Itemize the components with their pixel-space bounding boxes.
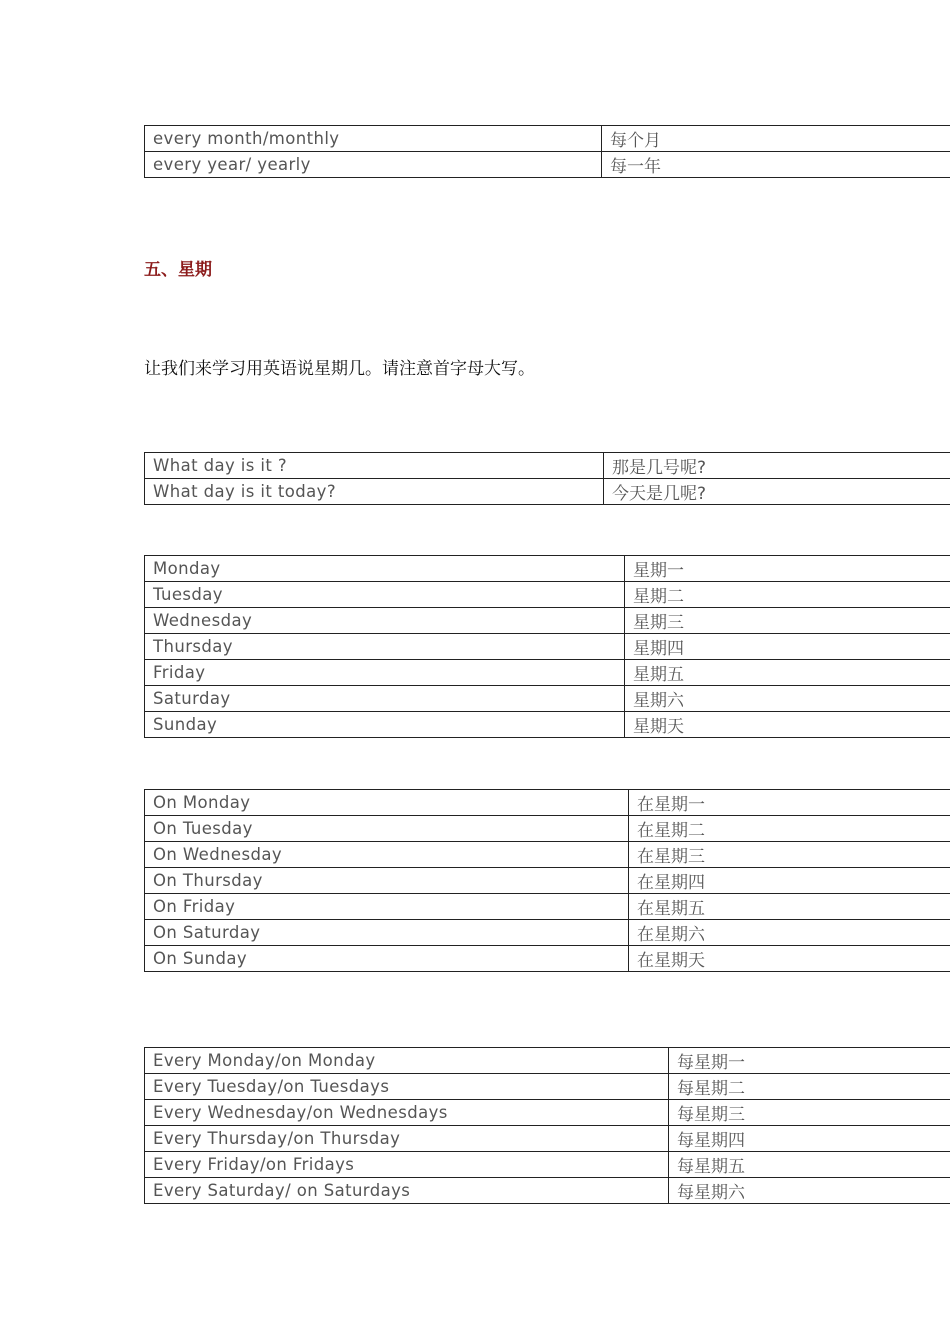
table-row [145,894,950,920]
question-table [144,452,950,505]
on-weekday-table [144,789,950,972]
table-row [145,634,950,660]
every-weekday-table [144,1047,950,1204]
chinese-cell: 那是几号呢? [604,453,950,479]
chinese-cell: 在星期五 [629,894,950,920]
table-row [145,842,950,868]
english-cell: On Tuesday [145,816,629,842]
table-row [145,790,950,816]
table-row [145,712,950,738]
english-cell: Sunday [145,712,625,738]
chinese-cell: 星期四 [625,634,950,660]
chinese-cell: 每星期四 [669,1126,950,1152]
chinese-cell: 星期天 [625,712,950,738]
chinese-cell: 星期六 [625,686,950,712]
table-row [145,479,950,505]
table-row [145,453,950,479]
chinese-cell: 每星期三 [669,1100,950,1126]
table-row [145,868,950,894]
intro-paragraph: 让我们来学习用英语说星期几。请注意首字母大写。 [144,359,535,379]
english-cell: On Thursday [145,868,629,894]
chinese-cell: 每一年 [602,152,950,178]
table-row [145,582,950,608]
weekday-table [144,555,950,738]
table-row [145,1100,950,1126]
chinese-cell: 在星期二 [629,816,950,842]
table-row [145,1178,950,1204]
table-row [145,660,950,686]
frequency-table [144,125,950,178]
english-cell: Wednesday [145,608,625,634]
chinese-cell: 在星期四 [629,868,950,894]
english-cell: What day is it today? [145,479,604,505]
english-cell: Every Wednesday/on Wednesdays [145,1100,669,1126]
section-heading: 五、星期 [144,260,212,280]
english-cell: Every Monday/on Monday [145,1048,669,1074]
table-row [145,1074,950,1100]
chinese-cell: 星期二 [625,582,950,608]
table-row [145,920,950,946]
english-cell: Every Thursday/on Thursday [145,1126,669,1152]
table-row [145,608,950,634]
english-cell: Thursday [145,634,625,660]
chinese-cell: 每个月 [602,126,950,152]
english-cell: On Saturday [145,920,629,946]
table-row [145,126,950,152]
english-cell: Saturday [145,686,625,712]
english-cell: Tuesday [145,582,625,608]
table-row [145,1048,950,1074]
table-row [145,1126,950,1152]
english-cell: Every Friday/on Fridays [145,1152,669,1178]
english-cell: Every Saturday/ on Saturdays [145,1178,669,1204]
english-cell: every year/ yearly [145,152,602,178]
english-cell: every month/monthly [145,126,602,152]
english-cell: On Monday [145,790,629,816]
table-row [145,556,950,582]
table-row [145,816,950,842]
chinese-cell: 今天是几呢? [604,479,950,505]
english-cell: Friday [145,660,625,686]
english-cell: What day is it ? [145,453,604,479]
english-cell: On Sunday [145,946,629,972]
table-row [145,1152,950,1178]
chinese-cell: 每星期二 [669,1074,950,1100]
chinese-cell: 星期三 [625,608,950,634]
table-row [145,686,950,712]
chinese-cell: 每星期五 [669,1152,950,1178]
chinese-cell: 在星期三 [629,842,950,868]
chinese-cell: 星期一 [625,556,950,582]
chinese-cell: 每星期六 [669,1178,950,1204]
table-row [145,152,950,178]
english-cell: Monday [145,556,625,582]
chinese-cell: 在星期一 [629,790,950,816]
english-cell: On Wednesday [145,842,629,868]
table-row [145,946,950,972]
chinese-cell: 在星期天 [629,946,950,972]
english-cell: On Friday [145,894,629,920]
english-cell: Every Tuesday/on Tuesdays [145,1074,669,1100]
chinese-cell: 每星期一 [669,1048,950,1074]
chinese-cell: 在星期六 [629,920,950,946]
chinese-cell: 星期五 [625,660,950,686]
